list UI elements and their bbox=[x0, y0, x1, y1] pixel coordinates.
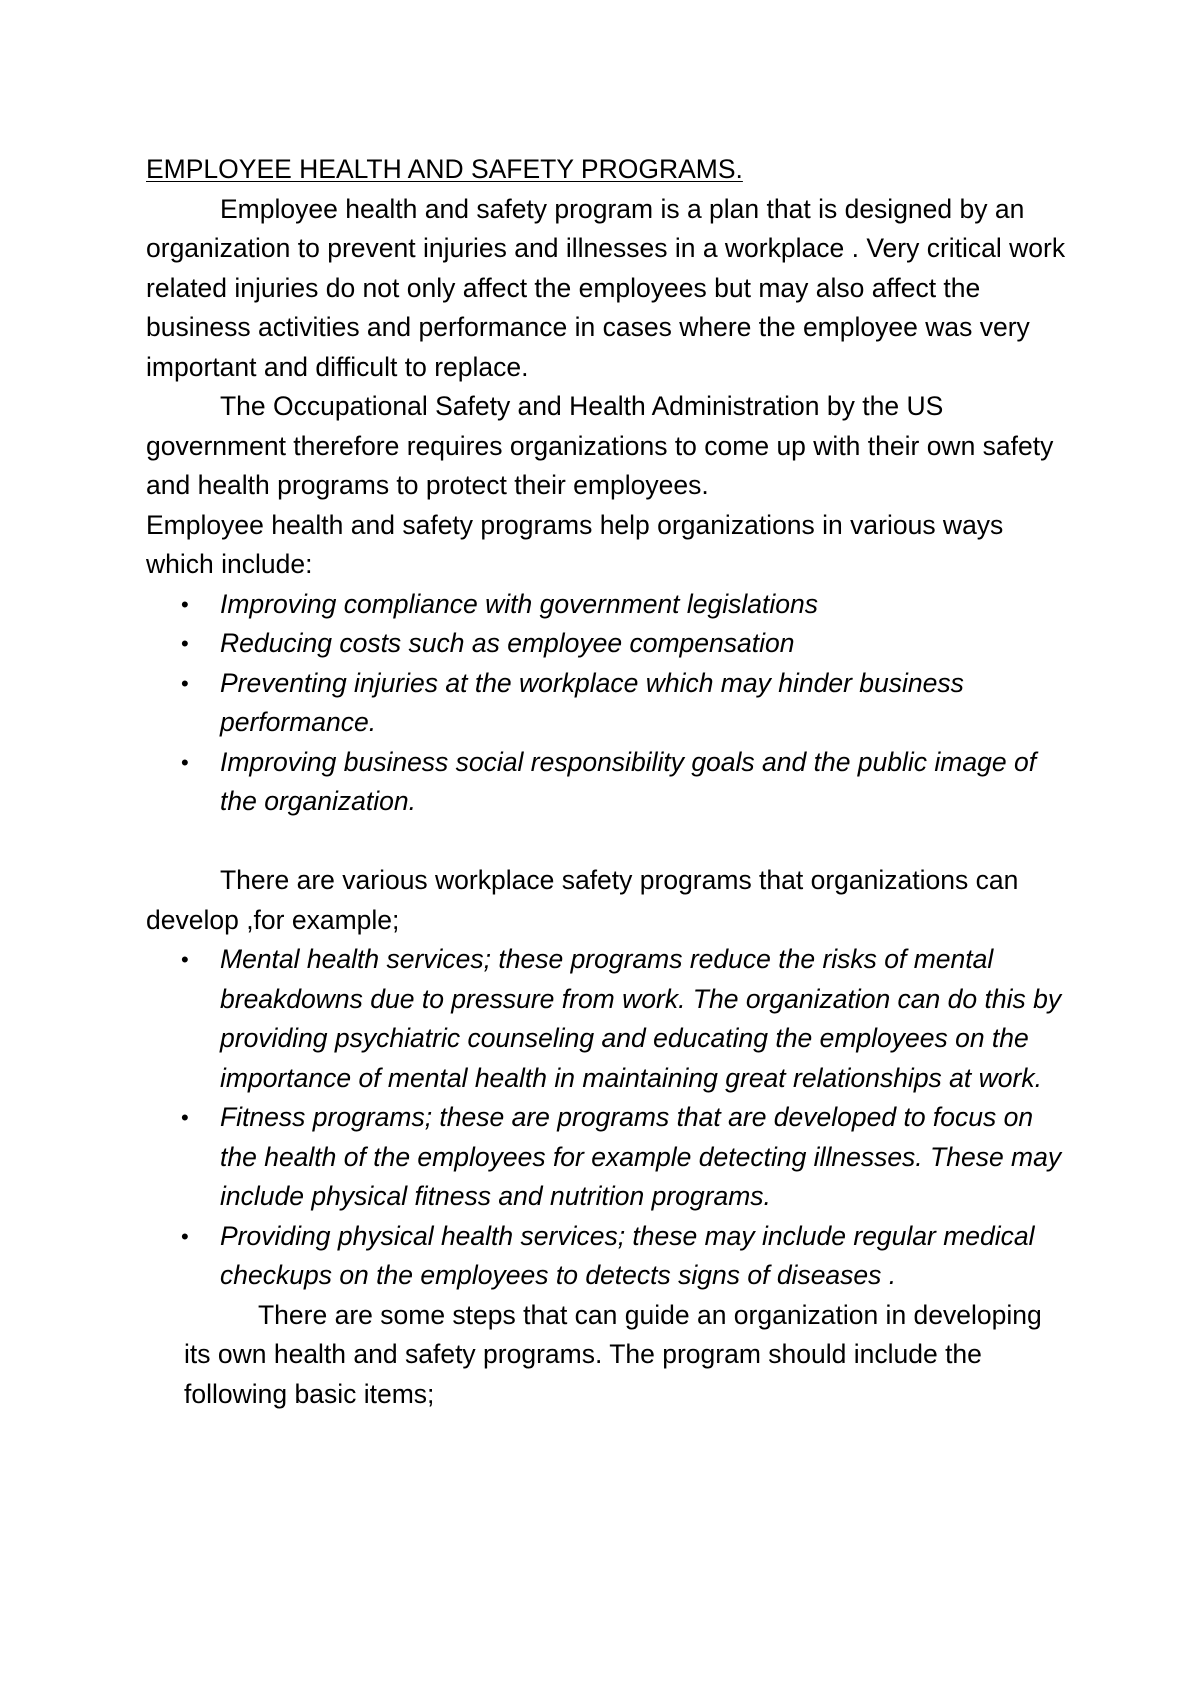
list-item bbox=[181, 624, 1066, 664]
programs-list bbox=[146, 940, 1066, 1296]
list-item-text: Providing physical health services; these may include regular medical checkups on the employees to detects signs of diseases . bbox=[220, 1220, 1035, 1290]
bullet-icon: • bbox=[181, 670, 189, 696]
benefits-list bbox=[146, 585, 1066, 822]
programs-intro-paragraph: There are various workplace safety programs that organizations can develop ,for example; bbox=[146, 865, 1019, 935]
bullet-icon: • bbox=[181, 631, 189, 656]
osha-paragraph: The Occupational Safety and Health Administration by the US government therefore requires organizations to come up with their own safety and health programs to protect their employees. bbox=[146, 391, 1054, 500]
bullet-icon: • bbox=[181, 591, 189, 617]
bullet-icon: • bbox=[181, 947, 189, 972]
benefits-intro-paragraph: Employee health and safety programs help organizations in various ways which include: bbox=[146, 509, 1004, 579]
list-item-text: Improving compliance with government legislations bbox=[220, 588, 819, 619]
list-item-text: Mental health services; these programs reduce the risks of mental breakdowns due to pressure from work. The organization can do this by providing psychiatric counseling and educating the employees on the importance of mental health in maintaining great relationships at work. bbox=[220, 944, 1062, 1093]
bullet-icon: • bbox=[181, 749, 189, 775]
list-item bbox=[181, 585, 1066, 625]
paragraph-spacer bbox=[146, 822, 1066, 862]
list-item-text: Improving business social responsibility goals and the public image of the organization. bbox=[220, 746, 1037, 816]
list-item-text: Preventing injuries at the workplace which may hinder business performance. bbox=[220, 667, 964, 737]
list-item bbox=[181, 664, 1066, 743]
page-title: EMPLOYEE HEALTH AND SAFETY PROGRAMS. bbox=[146, 154, 743, 184]
list-item-text: Fitness programs; these are programs that are developed to focus on the health of the employees for example detecting illnesses. These may include physical fitness and nutrition programs. bbox=[220, 1102, 1062, 1211]
document-body bbox=[146, 150, 1066, 1414]
list-item bbox=[181, 743, 1066, 822]
list-item bbox=[181, 1217, 1066, 1296]
bullet-icon: • bbox=[181, 1105, 189, 1130]
steps-paragraph: There are some steps that can guide an organization in developing its own health and safety programs. The program should include the following basic items; bbox=[184, 1299, 1042, 1409]
list-item bbox=[181, 940, 1066, 1098]
intro-paragraph: Employee health and safety program is a plan that is designed by an organization to prevent injuries and illnesses in a workplace . Very critical work related injuries do not only affect the employees but may also affect the business activities and performance in cases where the employee was very important and difficult to replace. bbox=[146, 193, 1066, 382]
bullet-icon: • bbox=[181, 1223, 189, 1249]
list-item-text: Reducing costs such as employee compensation bbox=[220, 628, 795, 658]
list-item bbox=[181, 1098, 1066, 1217]
